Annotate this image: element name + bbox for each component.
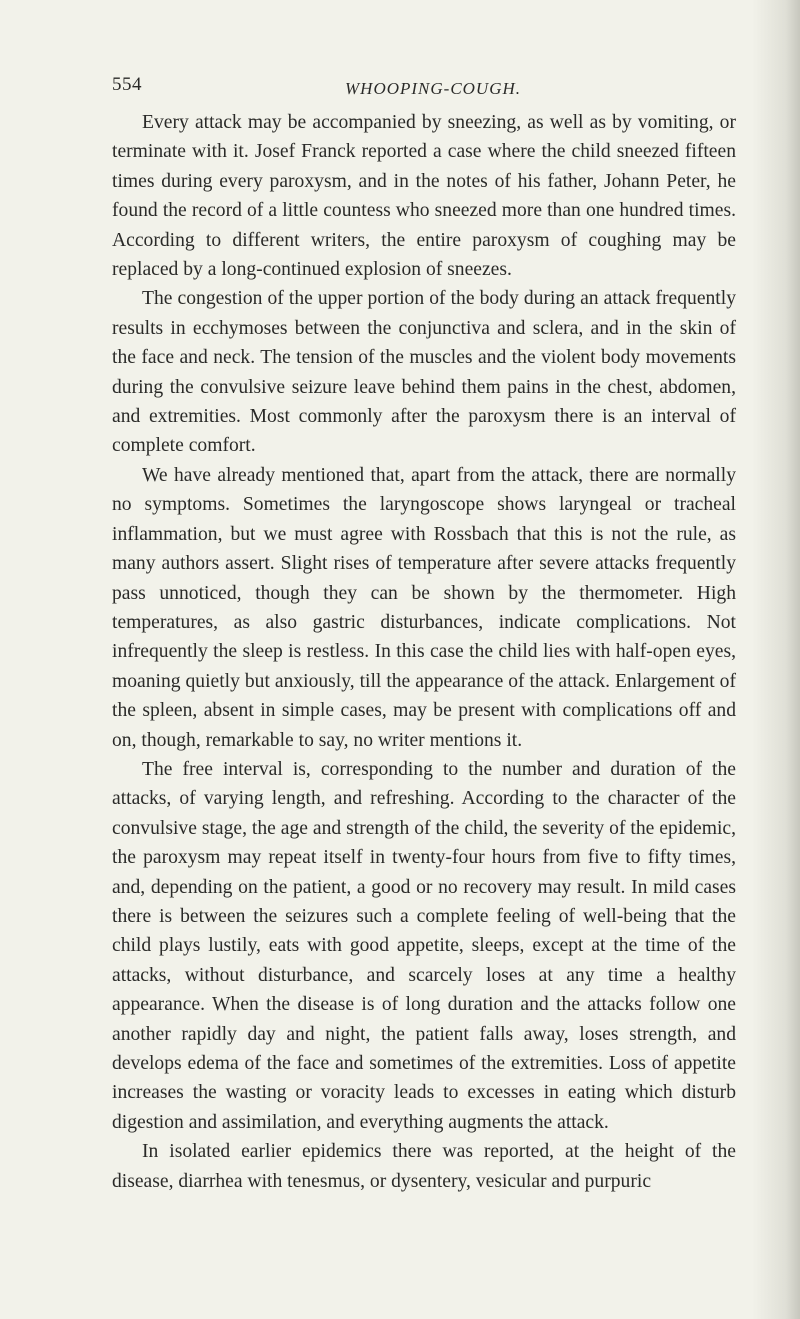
paragraph-congestion: The congestion of the upper portion of the body during an attack frequently results in ecchymoses between the conjunctiva and sclera, and in the skin of the face and neck. The tension of the muscles and the violent body movements during the convulsive seizure leave behind them pains in the chest, abdomen, and extremities. Most commonly after the paroxysm there is an interval of complete comfort. [112,288,736,457]
running-title: WHOOPING-COUGH. [345,79,522,98]
paragraph-sneezing: Every attack may be accompanied by sneezing, as well as by vomiting, or terminate with it. Josef Franck reported a case where the child sneezed fifteen times during every paroxysm, and in the notes of his father, Johann Peter, he found the record of a little countess who sneezed more than one hundred times. According to different writers, the entire paroxysm of coughing may be replaced by a long-continued explosion of sneezes. [112,112,736,281]
page-header [112,74,734,104]
paragraph-symptoms: We have already mentioned that, apart from the attack, there are normally no symptoms. Sometimes the laryngoscope shows laryngeal or tracheal inflammation, but we must agree with Rossbach that this is not the rule, as many authors assert. Slight rises of temperature after severe attacks frequently pass unnoticed, though they can be shown by the thermometer. High temperatures, as also gastric disturbances, indicate complications. Not infrequently the sleep is restless. In this case the child lies with half-open eyes, moaning quietly but anxiously, till the appearance of the attack. Enlargement of the spleen, absent in simple cases, may be present with complications off and on, though, remarkable to say, no writer mentions it. [112,464,736,751]
paragraph-earlier-epidemics: In isolated earlier epidemics there was reported, at the height of the disease, diarrhea with tenesmus, or dysentery, vesicular and purpuric [112,1141,736,1192]
paragraph-free-interval: The free interval is, corresponding to the number and duration of the attacks, of varying length, and refreshing. According to the character of the convulsive stage, the age and strength of the child, the severity of the epidemic, the paroxysm may repeat itself in twenty-four hours from five to fifty times, and, depending on the patient, a good or no recovery may result. In mild cases there is between the seizures such a complete feeling of well-being that the child plays lustily, eats with good appetite, sleeps, except at the time of the attacks, without disturbance, and scarcely loses at any time a healthy appearance. When the disease is of long duration and the attacks follow one another rapidly day and night, the patient falls away, loses strength, and develops edema of the face and sometimes of the extremities. Loss of appetite increases the wasting or voracity leads to excesses in eating which disturb digestion and assimilation, and everything augments the attack. [112,758,736,1133]
body-text [112,108,736,1196]
page-edge-shadow [752,0,800,1319]
page-number: 554 [112,74,142,95]
